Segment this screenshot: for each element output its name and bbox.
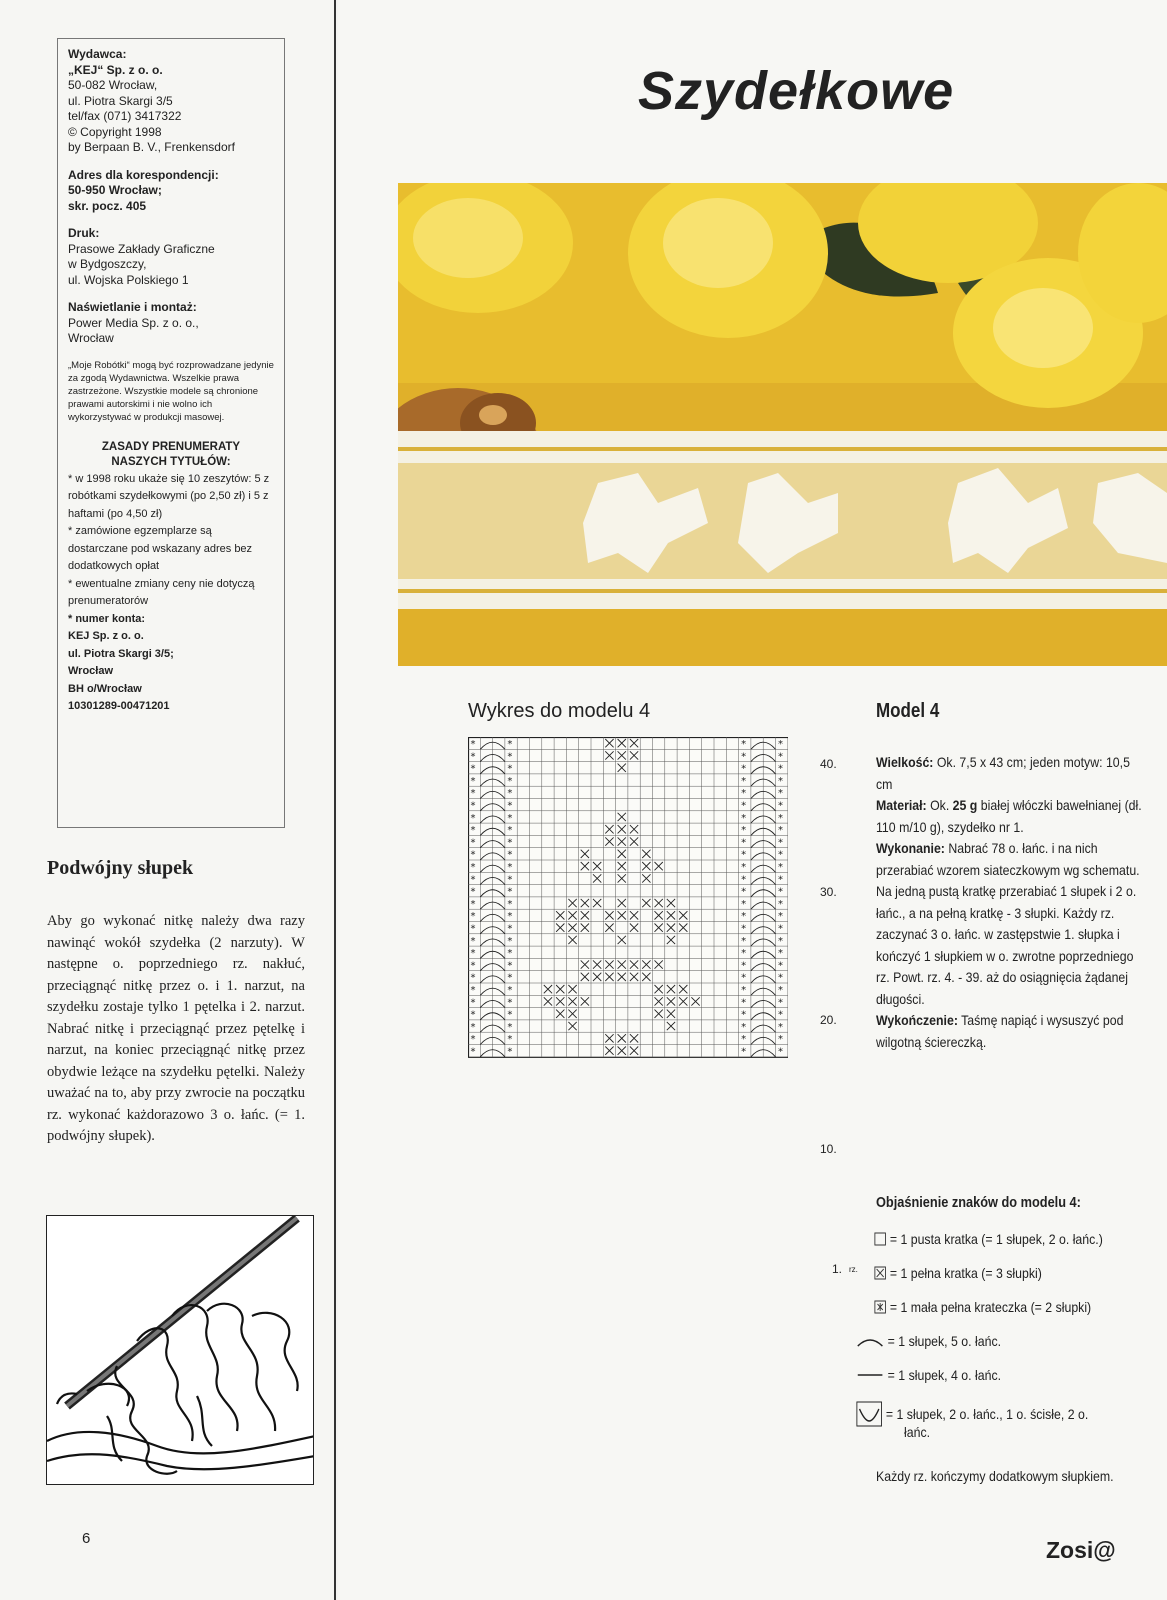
svg-text:*: * — [470, 812, 476, 824]
publisher-line: © Copyright 1998 — [68, 124, 162, 139]
publisher-name: „KEJ“ Sp. z o. o. — [68, 62, 163, 77]
svg-text:*: * — [470, 911, 476, 923]
exposure-line: Wrocław — [68, 331, 114, 345]
exposure-label: Naświetlanie i montaż: — [68, 300, 197, 314]
svg-text:*: * — [507, 911, 513, 923]
svg-text:*: * — [507, 763, 513, 775]
size-text: Ok. 7,5 x 43 cm; jeden motyw: 10,5 cm — [876, 754, 1130, 792]
crochet-illustration — [46, 1215, 314, 1485]
exposure-line: Power Media Sp. z o. o., — [68, 315, 199, 330]
account-line: Wrocław — [68, 665, 114, 677]
svg-text:*: * — [778, 1009, 783, 1021]
legend-item — [874, 1265, 1042, 1281]
material-text: białej włóczki bawełnianej (dł. 110 m/10 g), szydełko nr 1. — [876, 797, 1142, 835]
svg-text:*: * — [778, 862, 783, 873]
svg-text:*: * — [507, 874, 513, 886]
svg-text:*: * — [470, 948, 476, 960]
svg-text:*: * — [778, 775, 783, 787]
material-label: Materiał: — [876, 797, 927, 813]
print-line: w Bydgoszczy, — [68, 257, 147, 271]
chart-row-label: rz. — [849, 1265, 858, 1274]
exposure-section — [68, 300, 274, 347]
print-line: ul. Wojska Polskiego 1 — [68, 272, 189, 287]
svg-text:*: * — [507, 739, 513, 750]
account-label: * numer konta: — [68, 612, 146, 625]
svg-text:*: * — [507, 997, 513, 1009]
svg-text:*: * — [470, 763, 476, 775]
svg-text:*: * — [778, 1034, 783, 1046]
line-icon — [856, 1368, 884, 1382]
svg-text:*: * — [741, 739, 747, 750]
crochet-chart — [468, 737, 788, 1064]
svg-text:*: * — [507, 837, 513, 849]
page-number: 6 — [82, 1530, 91, 1547]
svg-text:*: * — [741, 1009, 747, 1021]
svg-text:*: * — [507, 812, 513, 824]
material-amount: 25 g — [952, 797, 978, 813]
ending-note: Każdy rz. kończymy dodatkowym słupkiem. — [876, 1468, 1114, 1484]
svg-text:*: * — [741, 800, 747, 812]
legend-text: = 1 pełna kratka (= 3 słupki) — [889, 1265, 1042, 1281]
left-page — [0, 0, 336, 1600]
svg-text:*: * — [778, 972, 783, 984]
model-description — [876, 752, 1145, 1053]
svg-text:*: * — [470, 935, 476, 947]
print-label: Druk: — [68, 226, 100, 240]
subscription-rule: * ewentualne zmiany ceny nie dotyczą prenumeratorów — [68, 577, 255, 607]
svg-text:*: * — [470, 1021, 476, 1033]
finishing-label: Wykończenie: — [876, 1012, 958, 1028]
svg-text:*: * — [778, 812, 783, 824]
svg-text:*: * — [507, 849, 513, 861]
svg-text:*: * — [778, 739, 783, 750]
legend-text: = 1 pusta kratka (= 1 słupek, 2 o. łańc.) — [889, 1231, 1103, 1247]
publisher-label: Wydawca: — [68, 47, 127, 61]
print-line: Prasowe Zakłady Graficzne — [68, 241, 215, 256]
chart-row-number: 40. — [820, 757, 837, 771]
svg-text:*: * — [741, 1034, 747, 1046]
svg-text:*: * — [470, 1046, 476, 1058]
chart-grid — [468, 737, 788, 1059]
svg-text:*: * — [470, 1009, 476, 1021]
legend-item — [874, 1231, 1103, 1247]
correspondence-label: Adres dla korespondencji: — [68, 167, 219, 182]
svg-text:*: * — [470, 751, 476, 763]
svg-text:*: * — [507, 825, 513, 837]
svg-text:*: * — [778, 911, 783, 923]
subscription-rule: * zamówione egzemplarze są dostarczane pod wskazany adres bez dodatkowych opłat — [68, 525, 253, 572]
svg-text:*: * — [741, 911, 747, 923]
execution-text: Nabrać 78 o. łańc. i na nich przerabiać wzorem siateczkowym wg schematu. Na jedną pustą kratkę przerabiać 1 słupek i 2 o. łańc., a na pełną kratkę - 3 słupki. Każdy rz. zaczynać 3 o. łańc. w zastępstwie 1. słupka i kończyć 1 słupkiem w o. zwrotne poprzedniego rz. Powt. rz. 4. - 39. aż do osiągnięcia żądanej długości. — [876, 840, 1140, 1007]
model-title: Model 4 — [876, 700, 940, 722]
svg-text:*: * — [507, 1046, 513, 1058]
correspondence-line: skr. pocz. 405 — [68, 198, 147, 213]
legend-text: = 1 mała pełna krateczka (= 2 słupki) — [889, 1299, 1092, 1315]
print-section — [68, 226, 274, 288]
svg-text:*: * — [741, 1046, 747, 1058]
magazine-title: Szydełkowe — [638, 61, 955, 121]
arc-icon — [856, 1334, 884, 1348]
svg-text:*: * — [778, 886, 783, 898]
v-stitch-icon — [856, 1401, 882, 1427]
svg-text:*: * — [470, 886, 476, 898]
svg-text:*: * — [778, 849, 783, 861]
finishing-text: Taśmę napiąć i wysuszyć pod wilgotną ściereczką. — [876, 1012, 1124, 1050]
subscription-rules — [68, 471, 274, 716]
subscription-title: NASZYCH TYTUŁÓW: — [111, 456, 231, 468]
svg-text:*: * — [507, 1034, 513, 1046]
svg-text:*: * — [741, 935, 747, 947]
publisher-line: by Berpaan B. V., Frenkensdorf — [68, 140, 235, 154]
publisher-line: 50-082 Wrocław, — [68, 78, 158, 92]
svg-text:*: * — [470, 862, 476, 873]
svg-text:*: * — [741, 849, 747, 861]
svg-text:*: * — [778, 923, 783, 935]
svg-text:*: * — [507, 960, 513, 972]
svg-text:*: * — [470, 825, 476, 837]
legend-text: = 1 słupek, 5 o. łańc. — [887, 1333, 1002, 1349]
svg-text:*: * — [507, 985, 513, 996]
svg-text:*: * — [778, 788, 783, 800]
publisher-section — [68, 47, 274, 156]
svg-text:*: * — [470, 874, 476, 886]
svg-text:*: * — [507, 923, 513, 935]
correspondence-section — [68, 168, 274, 215]
account-line: BH o/Wrocław — [68, 682, 142, 695]
svg-text:*: * — [778, 960, 783, 972]
legend-text: łańc. — [904, 1424, 931, 1440]
svg-text:*: * — [741, 874, 747, 886]
chart-row-number: 10. — [820, 1142, 837, 1156]
svg-text:*: * — [778, 825, 783, 837]
svg-text:*: * — [507, 788, 513, 800]
svg-text:*: * — [741, 972, 747, 984]
execution-label: Wykonanie: — [876, 840, 945, 856]
legend-item — [874, 1299, 1091, 1315]
chart-title: Wykres do modelu 4 — [468, 700, 651, 722]
chart-row-number: 30. — [820, 885, 837, 899]
legend-title: Objaśnienie znaków do modelu 4: — [876, 1195, 1081, 1211]
svg-text:*: * — [741, 985, 747, 996]
svg-text:*: * — [470, 972, 476, 984]
svg-text:*: * — [741, 997, 747, 1009]
empty-square-icon — [874, 1232, 886, 1246]
publisher-line: ul. Piotra Skargi 3/5 — [68, 93, 173, 108]
svg-text:*: * — [778, 1021, 783, 1033]
svg-text:*: * — [778, 800, 783, 812]
small-filled-square-icon — [874, 1300, 886, 1314]
svg-text:*: * — [470, 985, 476, 996]
svg-text:*: * — [778, 948, 783, 960]
svg-text:*: * — [778, 874, 783, 886]
svg-text:*: * — [741, 886, 747, 898]
legend-item — [856, 1367, 1001, 1383]
svg-text:*: * — [507, 800, 513, 812]
svg-text:*: * — [470, 898, 476, 910]
svg-text:*: * — [741, 763, 747, 775]
lace-photo — [398, 183, 1167, 666]
svg-text:*: * — [741, 923, 747, 935]
svg-text:*: * — [507, 948, 513, 960]
svg-text:*: * — [741, 948, 747, 960]
svg-text:*: * — [470, 775, 476, 787]
svg-text:*: * — [778, 837, 783, 849]
svg-text:*: * — [507, 898, 513, 910]
svg-text:*: * — [470, 739, 476, 750]
svg-text:*: * — [507, 886, 513, 898]
account-line: 10301289-00471201 — [68, 700, 170, 712]
svg-text:*: * — [507, 935, 513, 947]
svg-text:*: * — [507, 972, 513, 984]
svg-text:*: * — [741, 775, 747, 787]
svg-text:*: * — [507, 1009, 513, 1021]
account-line: KEJ Sp. z o. o. — [68, 630, 144, 642]
svg-text:*: * — [778, 763, 783, 775]
svg-text:*: * — [741, 960, 747, 972]
svg-text:*: * — [470, 1034, 476, 1046]
svg-text:*: * — [470, 923, 476, 935]
chart-row-number: 1. — [832, 1262, 843, 1276]
subscription-rule: * w 1998 roku ukaże się 10 zeszytów: 5 z robótkami szydełkowymi (po 2,50 zł) i 5 z haftami (po 4,50 zł) — [68, 472, 270, 520]
legend-text: = 1 słupek, 4 o. łańc. — [887, 1367, 1002, 1383]
chart-row-number: 20. — [820, 1013, 837, 1027]
svg-text:*: * — [470, 960, 476, 972]
svg-text:*: * — [507, 775, 513, 787]
svg-text:*: * — [507, 751, 513, 763]
svg-text:*: * — [778, 935, 783, 947]
filled-square-icon — [874, 1266, 886, 1280]
legend-text: = 1 słupek, 2 o. łańc., 1 o. ścisłe, 2 o. — [885, 1406, 1089, 1422]
svg-text:*: * — [741, 837, 747, 849]
svg-text:*: * — [741, 898, 747, 910]
svg-text:*: * — [470, 800, 476, 812]
svg-text:*: * — [741, 862, 747, 873]
signature: Zosi@ — [1046, 1537, 1116, 1563]
double-stitch-title: Podwójny słupek — [47, 857, 194, 879]
size-label: Wielkość: — [876, 754, 934, 770]
svg-text:*: * — [741, 812, 747, 824]
svg-text:*: * — [778, 898, 783, 910]
legend-item — [856, 1401, 1088, 1427]
svg-text:*: * — [778, 751, 783, 763]
svg-text:*: * — [778, 997, 783, 1009]
svg-text:*: * — [741, 751, 747, 763]
imprint-box — [57, 38, 285, 828]
svg-text:*: * — [470, 837, 476, 849]
legend-item — [856, 1333, 1001, 1349]
svg-text:*: * — [470, 849, 476, 861]
svg-text:*: * — [741, 1021, 747, 1033]
subscription-title: ZASADY PRENUMERATY — [101, 440, 241, 453]
svg-text:*: * — [741, 825, 747, 837]
svg-text:*: * — [778, 985, 783, 996]
svg-text:*: * — [741, 788, 747, 800]
copyright-notice: „Moje Robótki“ mogą być rozprowadzane jedynie za zgodą Wydawnictwa. Wszelkie prawa zastrzeżone. Wszystkie modele są chronione prawami autorskimi i nie wolno ich wykorzystywać w produkcji masowej. — [68, 359, 274, 423]
account-line: ul. Piotra Skargi 3/5; — [68, 647, 174, 660]
svg-text:*: * — [507, 862, 513, 873]
svg-text:*: * — [507, 1021, 513, 1033]
double-stitch-text: Aby go wykonać nitkę należy dwa razy nawinąć wokół szydełka (2 narzuty). W następne o. poprzedniego rz. nakłuć, przeciągnąć nitkę przez o. i 1. narzut, na szydełku zostaje tylko 1 pętelka i 2. narzut. Nabrać nitkę i przeciągnąć przez pętelkę i narzut, na koniec przeciągnąć nitkę przez obydwie leżące na szydełku pętelki. Należy uważać na to, aby przy zwrocie na początku rz. wykonać każdorazowo 3 o. łańc. (= 1. podwójny słupek). — [47, 913, 305, 1144]
legend-item-continuation — [904, 1424, 930, 1440]
publisher-line: tel/fax (071) 3417322 — [68, 109, 182, 123]
svg-text:*: * — [470, 997, 476, 1009]
material-text: Ok. — [926, 797, 953, 813]
correspondence-line: 50-950 Wrocław; — [68, 183, 162, 197]
svg-text:*: * — [470, 788, 476, 800]
svg-text:*: * — [778, 1046, 783, 1058]
